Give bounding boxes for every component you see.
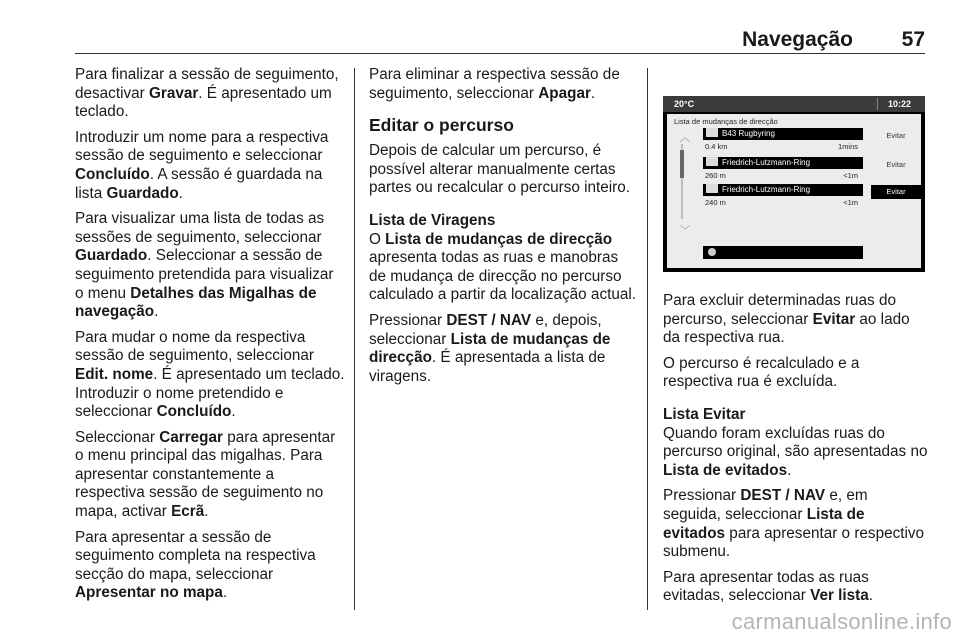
scrollbar-thumb[interactable] — [680, 150, 684, 178]
subsection-heading: Lista Evitar — [663, 405, 746, 423]
term-carregar: Carregar — [159, 428, 223, 446]
paragraph-rename: Para mudar o nome da respectiva sessão de seguimento, seleccionar Edit. nome. É apresentado um teclado. Introduzir o nome pretendido e seleccionar Concluído. — [75, 328, 345, 421]
term-concluido: Concluído — [75, 165, 150, 183]
route-row[interactable] — [703, 128, 916, 154]
column-1 — [75, 66, 345, 610]
paragraph-delete: Para eliminar a respectiva sessão de seguimento, seleccionar Apagar. — [369, 66, 620, 102]
term-lista-evitados: Lista de evitados — [663, 461, 788, 479]
paragraph-finalize: Para finalizar a sessão de seguimento, desactivar Gravar. É apresentado um teclado. — [75, 66, 339, 121]
turn-list-panel — [667, 114, 921, 268]
term-apresentar-mapa: Apresentar no mapa — [75, 584, 223, 602]
term-apagar: Apagar — [538, 84, 591, 102]
paragraph-exclude: Para excluir determinadas ruas do percurso, seleccionar Evitar ao lado da respectiva rua. — [663, 292, 910, 347]
display-screenshot — [663, 96, 925, 272]
route-info: 0.4 km 1mins — [705, 142, 858, 151]
route-street: Friedrich-Lutzmann-Ring — [703, 184, 863, 196]
term-lista-mudancas: Lista de mudanças de direcção — [369, 330, 611, 367]
term-lista-mudancas: Lista de mudanças de direcção — [385, 230, 613, 248]
route-info: 240 m <1m — [705, 198, 858, 207]
paragraph-press-dest-avoid: Pressionar DEST / NAV e, em seguida, seleccionar Lista de evitados para apresentar o respectivo submenu. — [663, 487, 925, 561]
location-icon — [708, 248, 716, 256]
current-location-bar — [703, 246, 863, 259]
paragraph-avoided: Quando foram excluídas ruas do percurso original, são apresentadas no Lista de evitados. — [663, 424, 928, 479]
column-divider-1 — [354, 68, 355, 610]
section-heading: Editar o percurso — [369, 115, 514, 136]
term-dest-nav: DEST / NAV — [740, 487, 826, 505]
term-concluido: Concluído — [156, 403, 232, 421]
paragraph-press-dest: Pressionar DEST / NAV e, depois, seleccionar Lista de mudanças de direcção. É apresentada a lista de viragens. — [369, 311, 611, 385]
term-guardado: Guardado — [106, 184, 179, 202]
term-evitar: Evitar — [812, 310, 856, 328]
page-header — [75, 28, 925, 50]
paragraph-view-all: Para apresentar todas as ruas evitadas, seleccionar Ver lista. — [663, 568, 874, 605]
route-info: 260 m <1m — [705, 171, 858, 180]
route-row[interactable] — [703, 184, 916, 210]
route-street: Friedrich-Lutzmann-Ring — [703, 157, 863, 169]
term-guardado: Guardado — [75, 247, 148, 265]
term-edit-nome: Edit. nome — [75, 365, 154, 383]
column-divider-2 — [647, 68, 648, 610]
paragraph-show-map: Para apresentar a sessão de seguimento completa na respectiva secção do mapa, seleccionar Apresentar no mapa. — [75, 528, 316, 602]
maneuver-icon — [706, 157, 718, 166]
paragraph-recalc: O percurso é recalculado e a respectiva rua é excluída. — [663, 354, 860, 391]
paragraph-load: Seleccionar Carregar para apresentar o menu principal das migalhas. Para apresentar constantemente a respectiva sessão de seguimento no mapa, activar Ecrã. — [75, 428, 336, 521]
page-number: 57 — [901, 28, 925, 51]
maneuver-icon — [706, 128, 718, 137]
avoid-button[interactable]: Evitar — [886, 131, 906, 140]
chevron-down-icon[interactable]: ﹀ — [680, 226, 690, 237]
term-detalhes: Detalhes das Migalhas de navegação — [75, 284, 317, 321]
term-ecra: Ecrã — [171, 503, 205, 521]
paragraph-name-session: Introduzir um nome para a respectiva sessão de seguimento e seleccionar Concluído. A sessão é guardada na lista Guardado. — [75, 128, 329, 202]
term-ver-lista: Ver lista — [810, 587, 869, 605]
column-3 — [663, 292, 928, 613]
temperature-readout: 20°C — [674, 99, 695, 109]
column-2 — [369, 66, 637, 393]
status-separator — [877, 98, 878, 110]
panel-caption: Lista de mudanças de direcção — [674, 117, 778, 126]
route-street: B43 Rugbyring — [703, 128, 863, 140]
header-divider — [75, 53, 925, 54]
route-row[interactable] — [703, 157, 916, 183]
paragraph-edit-route: Depois de calcular um percurso, é possível alterar manualmente certas partes ou recalcular o percurso inteiro. — [369, 142, 631, 197]
term-dest-nav: DEST / NAV — [446, 311, 532, 329]
avoid-button[interactable]: Evitar — [886, 160, 906, 169]
term-gravar: Gravar — [148, 84, 199, 102]
watermark: carmanualsonline.info — [731, 609, 952, 634]
clock-readout: 10:22 — [887, 99, 911, 109]
scrollbar[interactable] — [681, 144, 683, 219]
chevron-up-icon[interactable]: ︿ — [680, 133, 690, 144]
avoid-button-selected[interactable]: Evitar — [871, 185, 921, 199]
maneuver-icon — [706, 184, 718, 193]
status-bar — [663, 96, 925, 112]
paragraph-view-list: Para visualizar uma lista de todas as sessões de seguimento, seleccionar Guardado. Seleccionar a sessão de seguimento pretendida para visualizar o menu Detalhes das Migalhas de navegação. — [75, 210, 334, 321]
page-title: Navegação — [742, 28, 853, 51]
paragraph-turn-list: O Lista de mudanças de direcção apresenta todas as ruas e manobras de mudança de direcção no percurso calculado a partir da localização actual. — [369, 230, 637, 304]
subsection-heading: Lista de Viragens — [369, 211, 496, 229]
term-lista-evitados: Lista de evitados — [663, 505, 865, 542]
